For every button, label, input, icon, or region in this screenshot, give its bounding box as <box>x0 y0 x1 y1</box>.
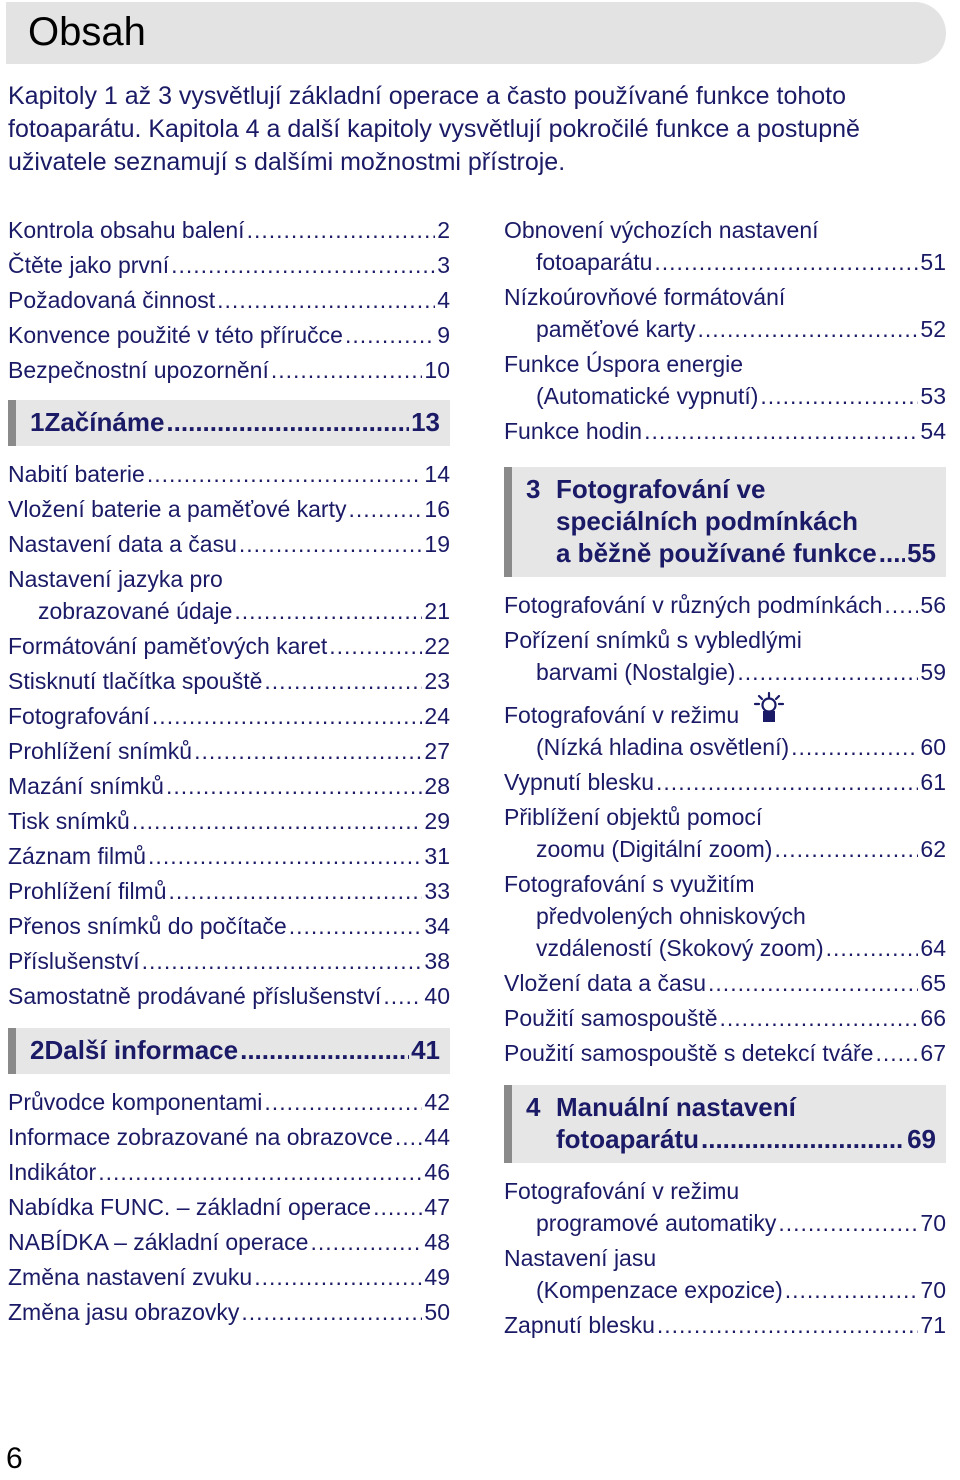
toc-entry[interactable]: Kontrola obsahu balení ..... 2 <box>8 214 450 246</box>
toc-entry[interactable]: Fotografování v různých podmínkách ..... 56 <box>504 589 946 621</box>
chapter-heading-3[interactable]: 3 Fotografování ve speciálních podmínkách a běžně používané funkce ..... 55 <box>504 467 946 577</box>
toc-left-column <box>8 214 450 1328</box>
toc-entry[interactable]: Nabití baterie ..... 14 <box>8 458 450 490</box>
toc-entry[interactable]: Funkce hodin ..... 54 <box>504 415 946 447</box>
toc-entry[interactable]: Čtěte jako první ..... 3 <box>8 249 450 281</box>
low-light-mode-icon <box>753 691 785 723</box>
toc-entry[interactable]: Prohlížení filmů ..... 33 <box>8 875 450 907</box>
toc-entry[interactable]: Použití samospouště ..... 66 <box>504 1002 946 1034</box>
toc-entry[interactable]: Zapnutí blesku ..... 71 <box>504 1309 946 1341</box>
toc-entry[interactable]: Fotografování s využitím předvolených ohniskových vzdáleností (Skokový zoom) ..... 64 <box>504 868 946 964</box>
toc-entry[interactable]: Fotografování ..... 24 <box>8 700 450 732</box>
toc-entry[interactable]: Fotografování v režimu programové automatiky ..... 70 <box>504 1175 946 1239</box>
toc-entry[interactable]: Nastavení data a času ..... 19 <box>8 528 450 560</box>
toc-entry[interactable]: Požadovaná činnost ..... 4 <box>8 284 450 316</box>
toc-entry[interactable]: Přenos snímků do počítače ..... 34 <box>8 910 450 942</box>
toc-entry[interactable]: Prohlížení snímků ..... 27 <box>8 735 450 767</box>
toc-entry[interactable]: Nastavení jasu (Kompenzace expozice) ..... 70 <box>504 1242 946 1306</box>
toc-entry[interactable]: Formátování paměťových karet ..... 22 <box>8 630 450 662</box>
page-title: Obsah <box>28 10 146 54</box>
toc-entry[interactable]: Změna nastavení zvuku ..... 49 <box>8 1261 450 1293</box>
toc-entry[interactable]: Konvence použité v této příručce ..... 9 <box>8 319 450 351</box>
toc-entry[interactable]: Obnovení výchozích nastavení fotoaparátu ..... 51 <box>504 214 946 278</box>
toc-entry[interactable]: Nabídka FUNC. – základní operace ..... 47 <box>8 1191 450 1223</box>
toc-entry[interactable]: Tisk snímků ..... 29 <box>8 805 450 837</box>
toc-entry[interactable]: Funkce Úspora energie (Automatické vypnutí) ..... 53 <box>504 348 946 412</box>
toc-entry[interactable]: Indikátor ..... 46 <box>8 1156 450 1188</box>
toc-entry[interactable]: Bezpečnostní upozornění ..... 10 <box>8 354 450 386</box>
chapter-heading-1[interactable]: 1 Začínáme ..... 13 <box>8 400 450 446</box>
toc-entry[interactable]: Vypnutí blesku ..... 61 <box>504 766 946 798</box>
toc-entry[interactable]: Nastavení jazyka pro zobrazované údaje ..... 21 <box>8 563 450 627</box>
toc-entry[interactable]: Změna jasu obrazovky ..... 50 <box>8 1296 450 1328</box>
toc-entry[interactable]: Příslušenství ..... 38 <box>8 945 450 977</box>
toc-entry[interactable]: Samostatně prodávané příslušenství ..... 40 <box>8 980 450 1012</box>
toc-entry[interactable]: Přiblížení objektů pomocí zoomu (Digitální zoom) ..... 62 <box>504 801 946 865</box>
intro-paragraph: Kapitoly 1 až 3 vysvětlují základní operace a často používané funkce tohoto fotoaparátu. Kapitola 4 a další kapitoly vysvětlují pokročilé funkce a postupně uživatele seznamují s dalšími možnostmi přístroje. <box>8 82 860 176</box>
toc-right-column <box>504 214 946 1341</box>
toc-entry[interactable]: Vložení data a času ..... 65 <box>504 967 946 999</box>
toc-entry[interactable]: Vložení baterie a paměťové karty ..... 16 <box>8 493 450 525</box>
toc-entry[interactable]: Nízkoúrovňové formátování paměťové karty ..... 52 <box>504 281 946 345</box>
toc-entry[interactable]: Průvodce komponentami ..... 42 <box>8 1086 450 1118</box>
toc-entry[interactable]: Stisknutí tlačítka spouště ..... 23 <box>8 665 450 697</box>
toc-entry[interactable]: Fotografování v režimu (Nízká hladina osvětlení) ..... 60 <box>504 691 946 763</box>
page-number: 6 <box>6 1442 23 1475</box>
toc-entry[interactable]: Záznam filmů ..... 31 <box>8 840 450 872</box>
toc-entry[interactable]: NABÍDKA – základní operace ..... 48 <box>8 1226 450 1258</box>
toc-entry[interactable]: Informace zobrazované na obrazovce ..... 44 <box>8 1121 450 1153</box>
toc-entry[interactable]: Použití samospouště s detekcí tváře ..... 67 <box>504 1037 946 1069</box>
header-bar <box>6 2 946 64</box>
chapter-heading-2[interactable]: 2 Další informace ..... 41 <box>8 1028 450 1074</box>
toc-entry[interactable]: Pořízení snímků s vybledlými barvami (Nostalgie) ..... 59 <box>504 624 946 688</box>
toc-entry[interactable]: Mazání snímků ..... 28 <box>8 770 450 802</box>
chapter-heading-4[interactable]: 4 Manuální nastavení fotoaparátu ..... 69 <box>504 1085 946 1163</box>
